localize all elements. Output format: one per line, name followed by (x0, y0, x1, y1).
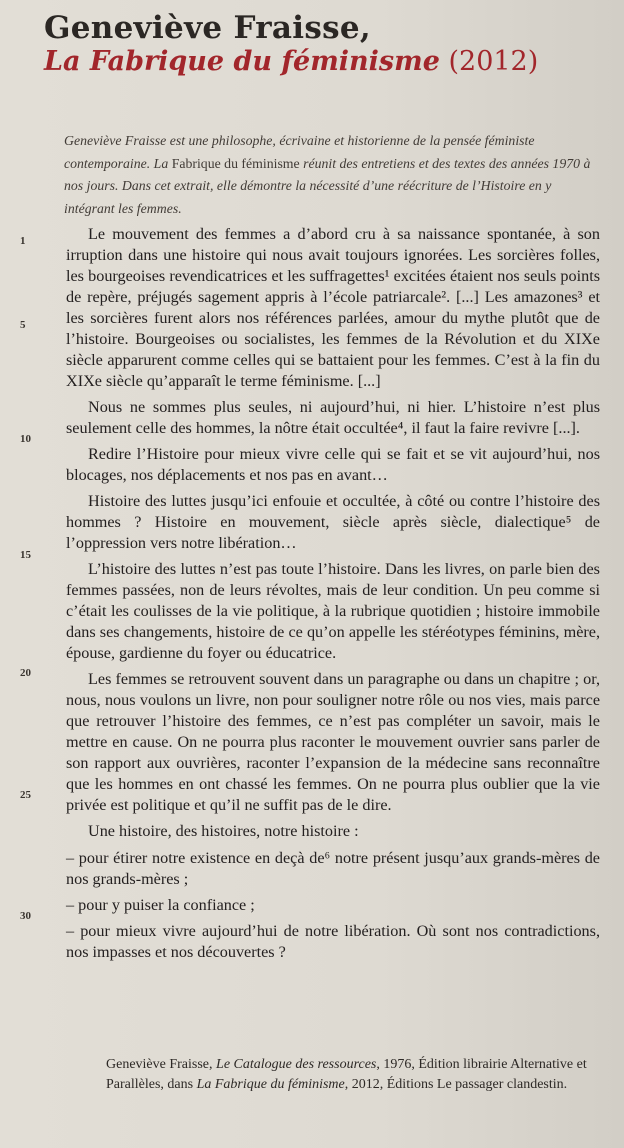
work-title-text: La Fabrique du féminisme (44, 46, 440, 77)
line-number: 30 (20, 910, 31, 922)
paragraph: Le mouvement des femmes a d’abord cru à sa naissance spontanée, à son irruption dans une histoire qui nous avait toujours ignorées. Les sorcières folles, les bourgeoises revendicatrices et les suffragettes¹ excitées étaient nos seuls points de repère, préjugés sagement appris à l’école patriarcale². [...] Les amazones³ et les sorcières furent alors nos références parlées, amour du mythe plutôt que de l’histoire. Bourgeoises ou socialistes, les femmes de la Révolution et du XIXe siècle apparurent comme celles qui se battaient pour les femmes. C’est à la fin du XIXe siècle qu’apparaît le terme féminisme. [...] (66, 225, 600, 390)
line-number: 10 (20, 433, 31, 445)
source-work-1: Le Catalogue des ressources (216, 1057, 377, 1072)
intro-paragraph (64, 130, 602, 220)
list-item: – pour y puiser la confiance ; (66, 896, 255, 914)
source-author: Geneviève Fraisse, (106, 1057, 217, 1072)
line-number: 25 (20, 789, 31, 801)
paragraph: Histoire des luttes jusqu’ici enfouie et occultée, à côté ou contre l’histoire des hommes ? Histoire en mouvement, siècle après siècle, dialectique⁵ de l’oppression vers notre libération… (66, 492, 600, 552)
source-citation (106, 1055, 606, 1095)
line-number: 20 (20, 667, 31, 679)
paragraph: Nous ne sommes plus seules, ni aujourd’hui, ni hier. L’histoire n’est plus seulement celle des hommes, la nôtre était occultée⁴, il faut la faire revivre [...]. (66, 398, 600, 437)
paragraph: Les femmes se retrouvent souvent dans un paragraphe ou dans un chapitre ; or, nous, nous voulons un livre, non pour souligner notre rôle ou nos vies, mais parce que retrouver l’histoire des femmes, ce n’est pas compléter un savoir, mais le mettre en cause. On ne pourra plus raconter le mouvement ouvrier sans parler de son rapport aux ouvrières, raconter l’expansion de la médecine sans reconnaître que les hommes en ont chassé les femmes. On ne pourra plus oublier que la vie privée est politique et qu’il ne suffit pas de le dire. (66, 670, 600, 814)
list-item: – pour étirer notre existence en deçà de⁶ notre présent jusqu’aux grands-mères de nos grands-mères ; (66, 849, 600, 888)
intro-work-title: Fabrique du féminisme (171, 155, 300, 171)
line-number: 1 (20, 235, 26, 247)
source-work-2: La Fabrique du féminisme (196, 1077, 345, 1092)
intro-part2: réunit des entretiens et des textes des années 1970 à nos jours. Dans cet extrait, elle démontre la nécessité d’une réécriture de l’Histoire en y intégrant les femmes. (64, 155, 591, 216)
work-title (44, 46, 538, 77)
author-heading: Geneviève Fraisse, (44, 10, 371, 46)
paragraph: L’histoire des luttes n’est pas toute l’histoire. Dans les livres, on parle bien des femmes passées, non de leurs révoltes, mais de leur condition. Un peu comme si c’était les coulisses de la vie politique, à la rubrique quotidien ; histoire immobile dans ses changements, histoire de ce qu’on appelle les stéréotypes féminins, mère, épouse, gardienne du foyer ou éducatrice. (66, 560, 600, 662)
paragraph: Une histoire, des histoires, notre histoire : (88, 822, 359, 840)
paragraph: Redire l’Histoire pour mieux vivre celle qui se fait et se vit aujourd’hui, nos blocages, nos déplacements et nos pas en avant… (66, 445, 600, 484)
source-end: , 2012, Éditions Le passager clandestin. (344, 1077, 568, 1092)
list-item: – pour mieux vivre aujourd’hui de notre libération. Où sont nos contradictions, nos impasses et nos découvertes ? (66, 922, 600, 961)
line-number: 5 (20, 319, 26, 331)
line-number: 15 (20, 549, 31, 561)
source-mid: , 1976, Édition librairie Alternative et Parallèles, dans (106, 1057, 587, 1092)
intro-part1: Geneviève Fraisse est une philosophe, écrivaine et historienne de la pensée féministe contemporaine. La (64, 133, 535, 171)
work-year: (2012) (448, 46, 539, 77)
main-text (66, 224, 600, 963)
